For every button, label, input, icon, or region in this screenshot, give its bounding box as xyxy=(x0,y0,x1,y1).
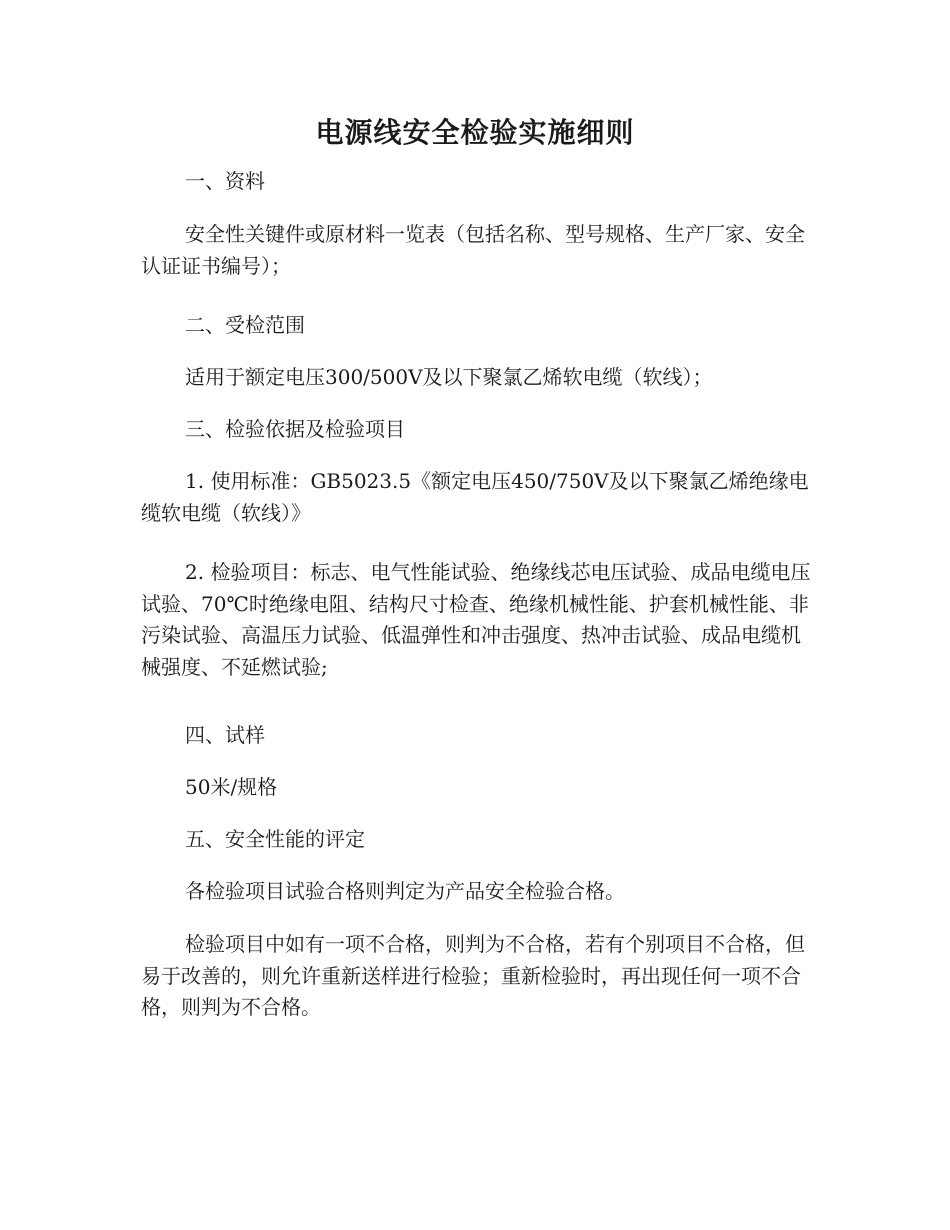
section-heading-evaluation: 五、安全性能的评定 xyxy=(185,827,365,851)
paragraph-test-items: 2. 检验项目：标志、电气性能试验、绝缘线芯电压试验、成品电缆电压试验、70℃时绝缘电阻、结构尺寸检查、绝缘机械性能、护套机械性能、非污染试验、高温压力试验、低温弹性和冲击强度、热冲击试验、成品电缆机械强度、不延燃试验; xyxy=(141,560,811,679)
paragraph-materials-list: 安全性关键件或原材料一览表（包括名称、型号规格、生产厂家、安全认证证书编号）； xyxy=(141,222,805,278)
paragraph-standard: 1. 使用标准：GB5023.5《额定电压450/750V及以下聚氯乙烯绝缘电缆软电缆（软线）》 xyxy=(141,469,809,525)
paragraph-scope: 适用于额定电压300/500V及以下聚氯乙烯软电缆（软线）； xyxy=(185,365,713,389)
section-heading-samples: 四、试样 xyxy=(185,723,265,747)
section-heading-basis: 三、检验依据及检验项目 xyxy=(185,417,405,441)
section-heading-materials: 一、资料 xyxy=(185,169,265,193)
section-heading-scope: 二、受检范围 xyxy=(185,313,305,337)
document-title: 电源线安全检验实施细则 xyxy=(315,116,635,149)
paragraph-evaluation-pass: 各检验项目试验合格则判定为产品安全检验合格。 xyxy=(185,879,625,903)
paragraph-samples: 50米/规格 xyxy=(185,775,278,799)
paragraph-evaluation-fail: 检验项目中如有一项不合格，则判为不合格，若有个别项目不合格，但易于改善的，则允许重新送样进行检验；重新检验时，再出现任何一项不合格，则判为不合格。 xyxy=(141,932,805,1019)
